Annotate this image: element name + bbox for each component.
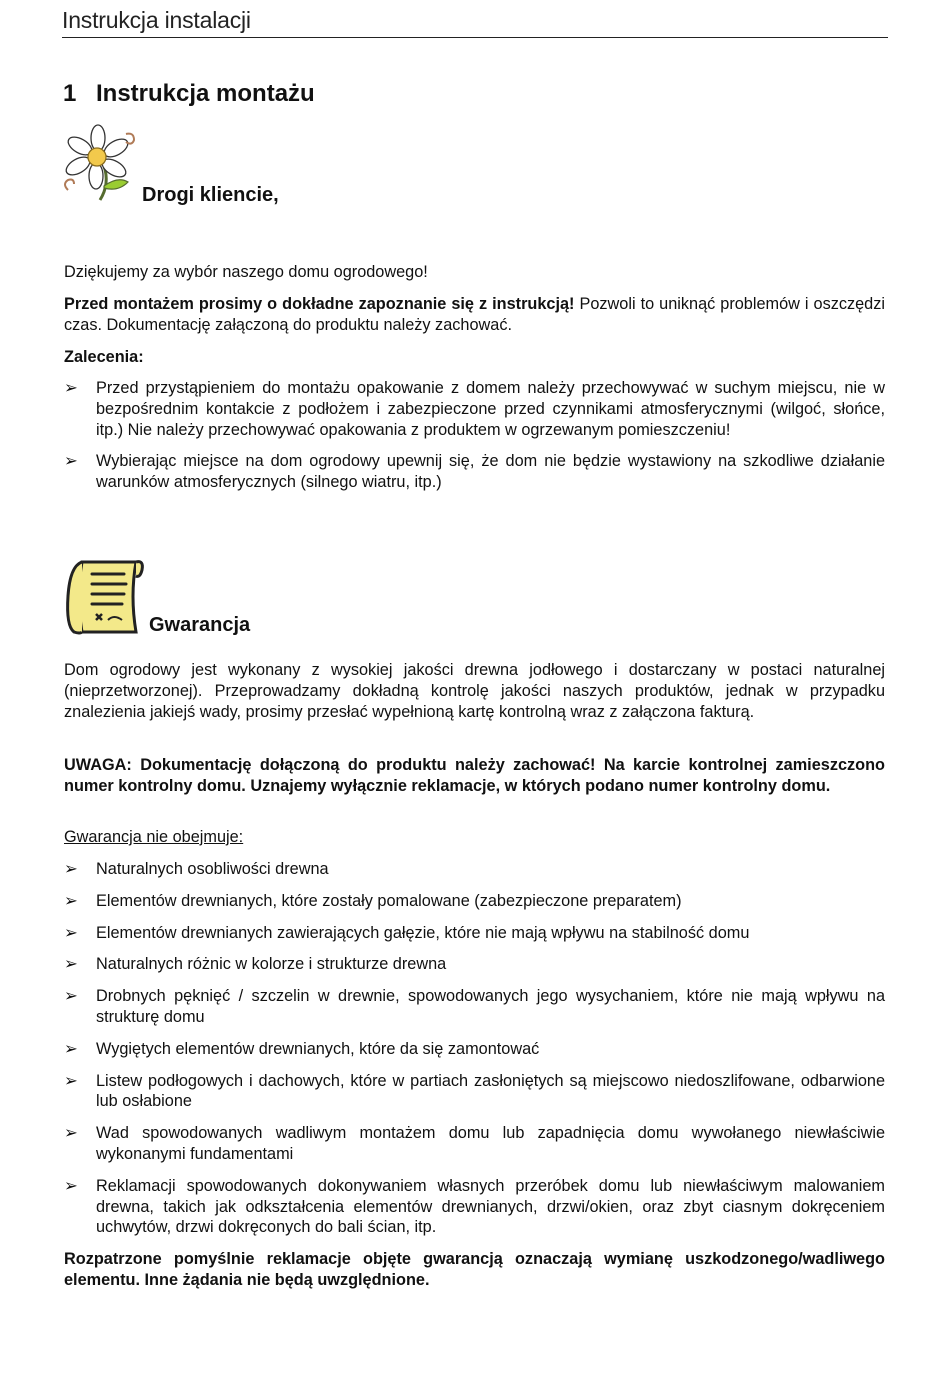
arrow-bullet-icon: ➢ [64, 891, 78, 910]
intro-bold: Przed montażem prosimy o dokładne zapoznanie się z instrukcją! [64, 295, 575, 313]
list-item: ➢ Wygiętych elementów drewnianych, które da się zamontować [64, 1039, 540, 1058]
section-title: Instrukcja montażu [96, 80, 315, 107]
header-title: Instrukcja instalacji [62, 7, 251, 33]
arrow-bullet-icon: ➢ [64, 860, 78, 878]
recommendations-title: Zalecenia: [64, 348, 144, 366]
arrow-bullet-icon: ➢ [64, 1071, 78, 1090]
warranty-paragraph: Dom ogrodowy jest wykonany z wysokiej jakości drewna jodłowego i dostarczany w postaci naturalnej (nieprzetworzonej). Przeprowadzamy dokładną kontrolę jakości naszych produktów, jednak w przypadku znalezienia jakiejś wady, prosimy przesłać wypełnioną kartę kontrolną wraz z załączona fakturą. [64, 661, 885, 721]
section-number: 1 [63, 80, 77, 107]
arrow-bullet-icon: ➢ [64, 923, 78, 942]
arrow-bullet-icon: ➢ [64, 452, 78, 471]
arrow-bullet-icon: ➢ [64, 379, 78, 397]
warranty-notice: UWAGA: Dokumentację dołączoną do produktu należy zachować! Na karcie kontrolnej zamieszczono numer kontrolny domu. Uznajemy wyłącznie reklamacje, w których podano numer kontrolny domu. [64, 756, 885, 795]
arrow-bullet-icon: ➢ [64, 1124, 78, 1143]
flower-clipart-icon [60, 124, 140, 204]
list-item: ➢ Naturalnych różnic w kolorze i strukturze drewna [64, 955, 447, 974]
list-item: ➢ Przed przystąpieniem do montażu opakowanie z domem należy przechowywać w suchym miejscu, nie w bezpośrednim kontakcie z podłożem i zabezpieczone przed czynnikami atmosferycznymi (wilgoć, słońce, itp.) Nie należy przechowywać opakowania z produktem w ogrzewanym pomieszczeniu! [64, 379, 885, 439]
list-item: ➢ Listew podłogowych i dachowych, które w partiach zasłoniętych są miejscowo niedoszlifowane, odbarwione lub osłabione [64, 1071, 885, 1111]
section-heading [63, 80, 315, 108]
arrow-bullet-icon: ➢ [64, 955, 78, 974]
intro-rest: Pozwoli to uniknąć problemów i oszczędzi czas. Dokumentację załączoną do produktu należy zachować. [64, 295, 885, 334]
scroll-document-icon [62, 556, 146, 638]
recommendations-list [64, 378, 885, 493]
list-item: ➢ Reklamacji spowodowanych dokonywaniem własnych przeróbek domu lub niewłaściwym malowaniem drewna, takich jak odkształcenia elementów drewnianych, drzwi/okien, oraz zbyt ciasnym dokręceniem uchwytów, drzwi dokręconych do bali ścian, itp. [64, 1176, 885, 1237]
greeting: Drogi kliencie, [142, 184, 279, 206]
list-item: ➢ Naturalnych osobliwości drewna [64, 860, 329, 878]
list-item: ➢ Elementów drewnianych, które zostały pomalowane (zabezpieczone preparatem) [64, 891, 682, 910]
exclusions-list [64, 859, 885, 1238]
warranty-title: Gwarancja [149, 614, 251, 636]
intro-paragraph [64, 294, 885, 336]
arrow-bullet-icon: ➢ [64, 1176, 78, 1195]
arrow-bullet-icon: ➢ [64, 987, 78, 1006]
page-header [62, 4, 888, 38]
exclusions-title: Gwarancja nie obejmuje: [64, 828, 244, 846]
warranty-closing: Rozpatrzone pomyślnie reklamacje objęte gwarancją oznaczają wymianę uszkodzonego/wadliwego elementu. Inne żądania nie będą uwzględnione. [64, 1250, 885, 1289]
arrow-bullet-icon: ➢ [64, 1039, 78, 1058]
list-item: ➢ Wad spowodowanych wadliwym montażem domu lub zapadnięcia domu wywołanego niewłaściwie wykonanymi fundamentami [64, 1124, 885, 1163]
list-item: ➢ Drobnych pęknięć / szczelin w drewnie, spowodowanych jego wysychaniem, które nie mają wpływu na strukturę domu [64, 987, 885, 1026]
thanks-text: Dziękujemy za wybór naszego domu ogrodowego! [64, 263, 428, 281]
list-item: ➢ Elementów drewnianych zawierających gałęzie, które nie mają wpływu na stabilność domu [64, 923, 750, 942]
list-item: ➢ Wybierając miejsce na dom ogrodowy upewnij się, że dom nie będzie wystawiony na szkodliwe działanie warunków atmosferycznych (silnego wiatru, itp.) [64, 452, 885, 492]
